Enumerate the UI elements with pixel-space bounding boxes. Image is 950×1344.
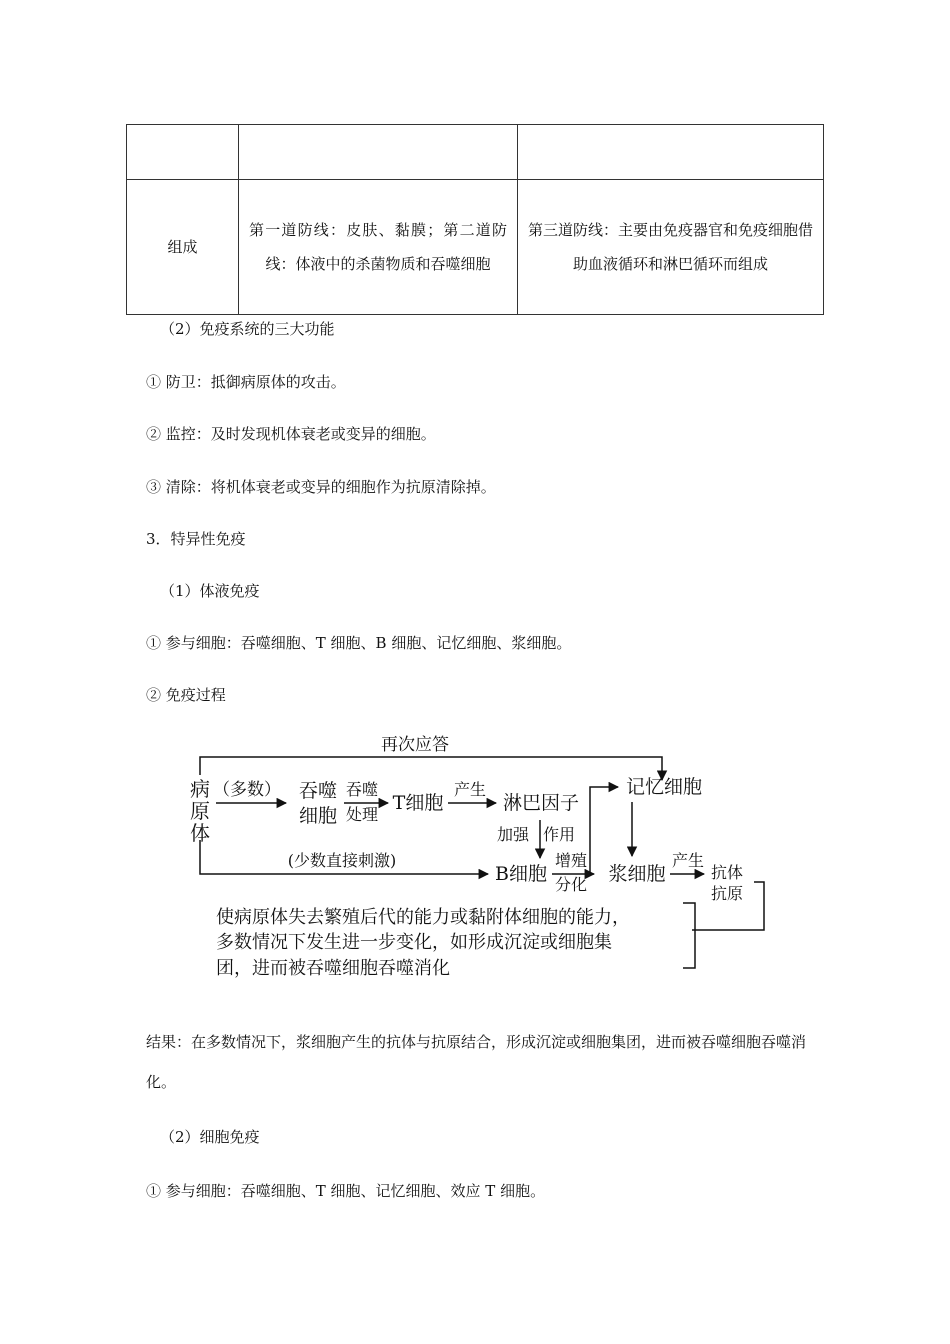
effect-label: 作用 — [542, 825, 576, 844]
produce-label: 产生 — [453, 780, 487, 799]
direct-stimulus-label: (少数直接刺激) — [287, 851, 397, 870]
first-second-defense-cell: 第一道防线：皮肤、黏膜；第二道防线：体液中的杀菌物质和吞噬细胞 — [239, 180, 518, 315]
phagocyte-label: 吞噬 — [298, 780, 338, 802]
proliferation-label: 分化 — [554, 875, 588, 894]
antibody-label: 抗体 — [710, 863, 744, 882]
bracket-line — [683, 903, 695, 968]
paragraph: ③ 清除：将机体衰老或变异的细胞作为抗原清除掉。 — [146, 478, 496, 496]
phagocyte-label: 细胞 — [298, 805, 338, 827]
result-text: 使病原体失去繁殖后代的能力或黏附体细胞的能力， — [216, 907, 630, 928]
lymphokine-label: 淋巴因子 — [502, 792, 580, 814]
third-defense-cell: 第三道防线：主要由免疫器官和免疫细胞借助血液循环和淋巴循环而组成 — [518, 180, 824, 315]
reresponse-arrow — [200, 757, 662, 780]
section-heading: 3．特异性免疫 — [146, 530, 246, 548]
memory-cell-label: 记忆细胞 — [625, 776, 703, 798]
row-label: 组成 — [127, 180, 239, 315]
b-cell-label: B细胞 — [495, 863, 547, 885]
paragraph: ① 防卫：抵御病原体的攻击。 — [146, 373, 346, 391]
section-heading: （2）细胞免疫 — [160, 1128, 260, 1146]
result-text: 多数情况下发生进一步变化，如形成沉淀或细胞集 — [216, 932, 612, 953]
antigen-label: 抗原 — [710, 884, 744, 903]
proliferation-label: 增殖 — [554, 851, 588, 870]
result-paragraph: 结果：在多数情况下，浆细胞产生的抗体与抗原结合，形成沉淀或细胞集团，进而被吞噬细胞吞噬消化。 — [146, 1033, 807, 1091]
section-heading: （1）体液免疫 — [160, 582, 260, 600]
paragraph: ① 参与细胞：吞噬细胞、T 细胞、记忆细胞、效应 T 细胞。 — [146, 1182, 546, 1200]
paragraph: ② 免疫过程 — [146, 686, 226, 704]
plasma-cell-label: 浆细胞 — [608, 863, 666, 885]
pathogen-char: 原 — [190, 799, 210, 823]
majority-label: （多数） — [213, 780, 281, 800]
pathogen-char: 病 — [190, 777, 210, 801]
process-label: 处理 — [345, 805, 379, 824]
result-text: 团，进而被吞噬细胞吞噬消化 — [216, 958, 450, 979]
section-heading: （2）免疫系统的三大功能 — [160, 320, 335, 338]
paragraph: ② 监控：及时发现机体衰老或变异的细胞。 — [146, 425, 436, 443]
paragraph: ① 参与细胞：吞噬细胞、T 细胞、B 细胞、记忆细胞、浆细胞。 — [146, 634, 572, 652]
process-label: 吞噬 — [345, 780, 379, 799]
enhance-label: 加强 — [496, 825, 530, 844]
t-cell-label: T细胞 — [392, 792, 444, 814]
pathogen-char: 体 — [190, 821, 210, 845]
reresponse-label: 再次应答 — [381, 735, 449, 755]
produce-label: 产生 — [671, 851, 705, 870]
memory-arrow — [590, 787, 618, 874]
